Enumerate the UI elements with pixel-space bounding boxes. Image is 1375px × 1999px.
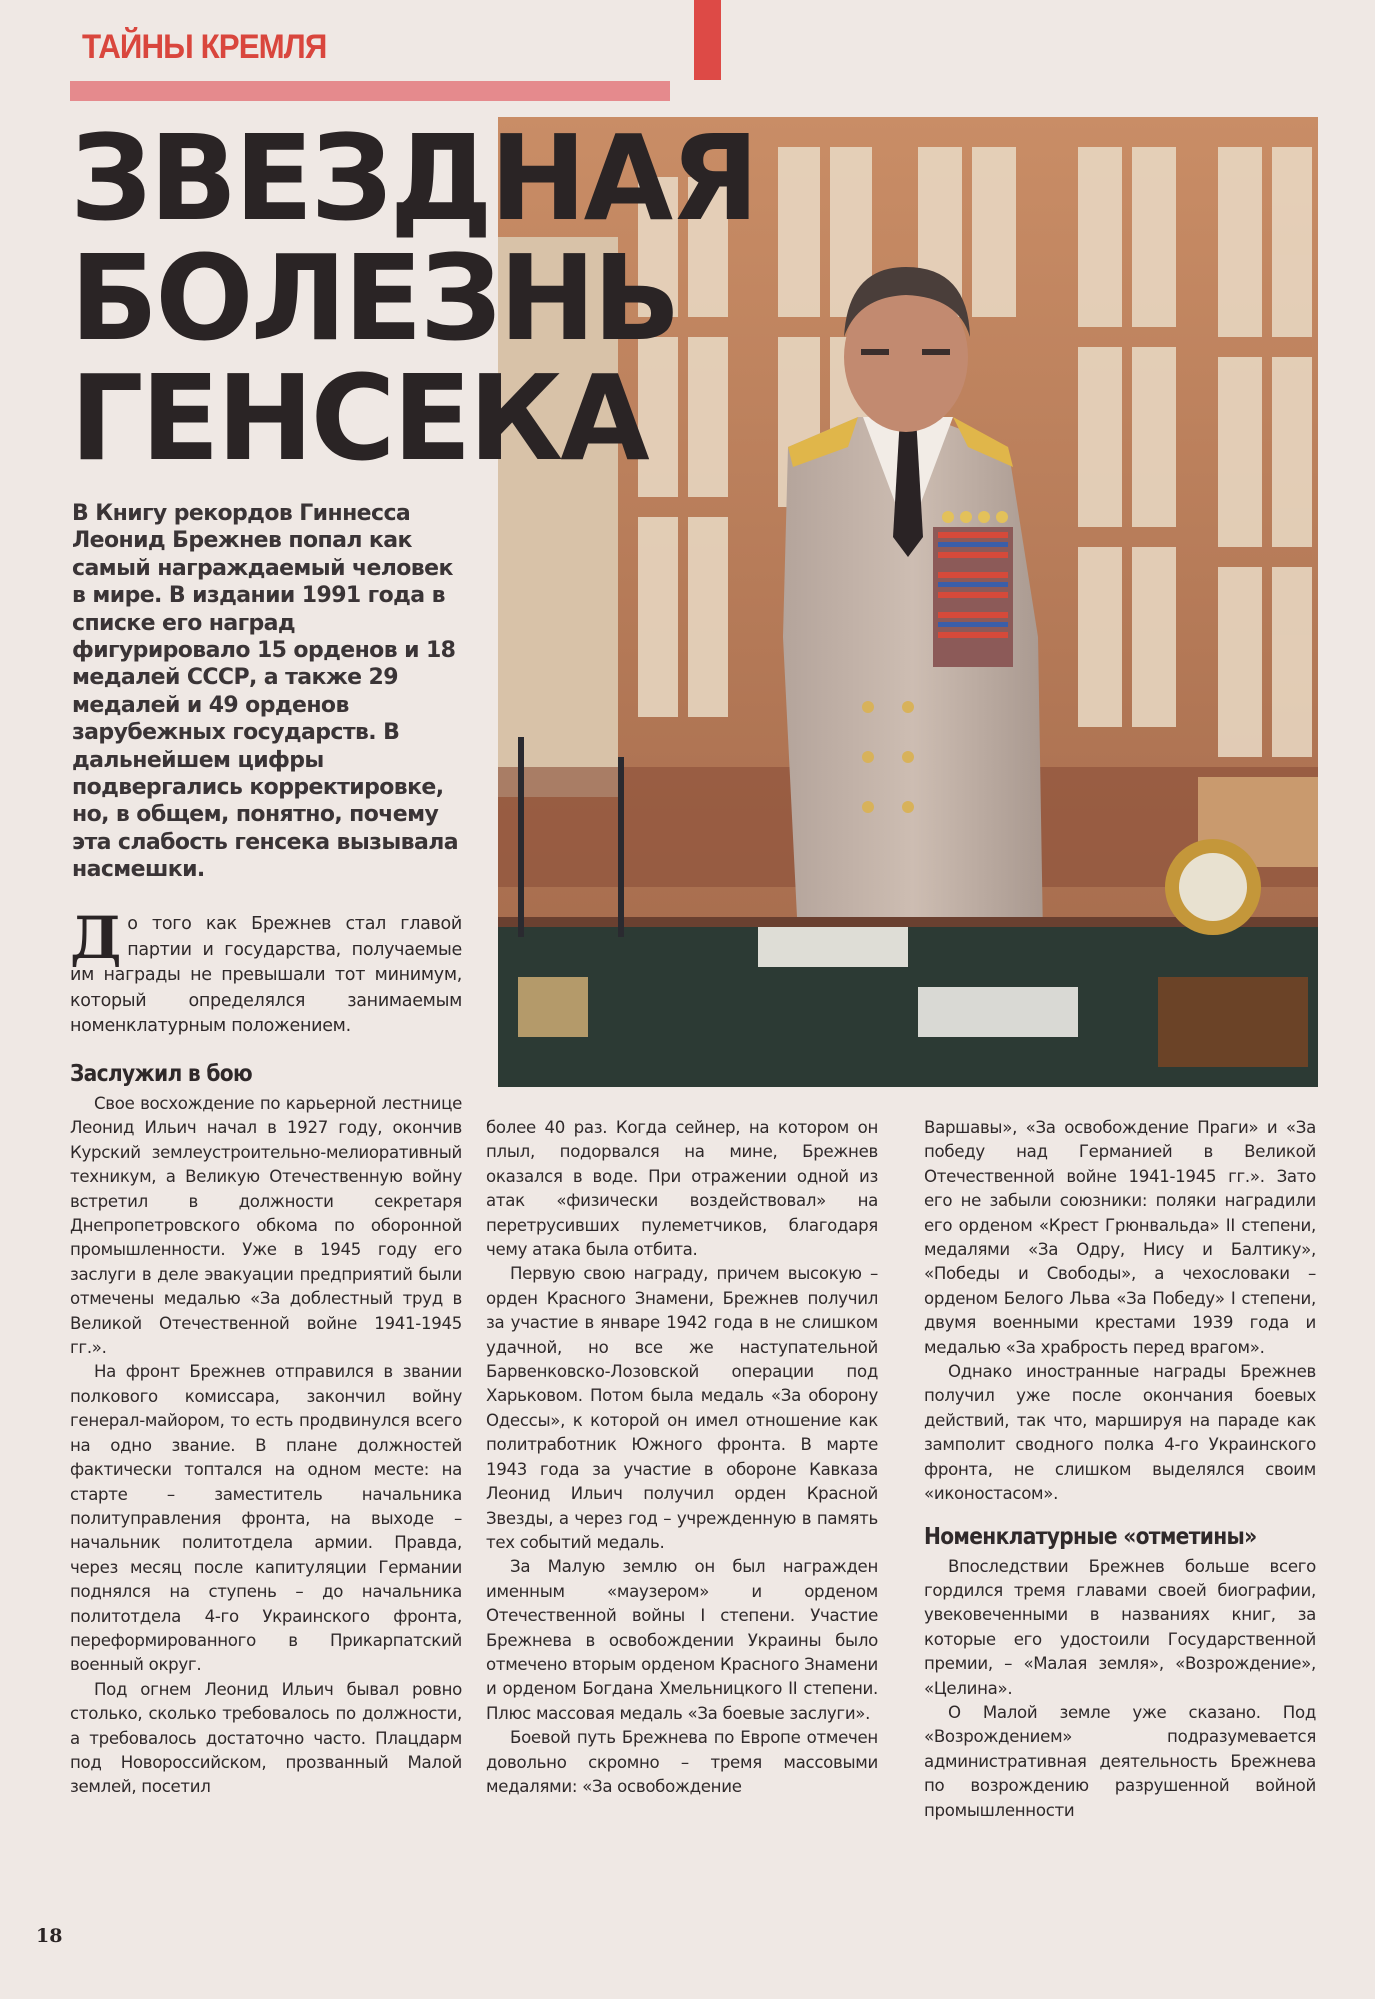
headline-line: БОЛЕЗНЬ bbox=[70, 229, 678, 367]
article-lead: В Книгу рекордов Гиннесса Леонид Брежнев попал как самый награждаемый человек в мире. В издании 1991 года в списке его наград фигурировало 15 орденов и 18 медалей СССР, а также 29 медалей и 49 орденов зарубежных государств. В дальнейшем цифры подвергались корректировке, но, в общем, понятно, почему эта слабость генсека вызывала насмешки. bbox=[72, 501, 458, 883]
intro-text: о того как Брежнев стал главой партии и государства, получаемые им награды не превышали тот минимум, который определялся занимаемым номенклатурным положением. bbox=[70, 914, 462, 1037]
body-paragraph: Под огнем Леонид Ильич бывал ровно столько, сколько требовалось по должности, а требовалось достаточно часто. Плацдарм под Новороссийском, прозванный Малой землей, посетил bbox=[70, 1679, 462, 1797]
rubric-underline bbox=[70, 81, 670, 101]
drop-cap: Д bbox=[70, 904, 122, 972]
body-paragraph: более 40 раз. Когда сейнер, на котором он плыл, подорвался на мине, Брежнев оказался в воде. При отражении одной из атак «физически воздействовал» на перетрусивших пулеметчиков, благодаря чему атака была отбита. bbox=[486, 1118, 878, 1260]
body-paragraph: Боевой путь Брежнева по Европе отмечен довольно скромно – тремя массовыми медалями: «За освобождение bbox=[486, 1728, 878, 1796]
column-1 bbox=[70, 1058, 462, 1800]
section-heading: Заслужил в бою bbox=[70, 1061, 252, 1087]
body-paragraph: Однако иностранные награды Брежнев получил уже после окончания боевых действий, так что, маршируя на параде как замполит сводного полка 4-го Украинского фронта, не слишком выделялся своим «иконостасом». bbox=[924, 1362, 1316, 1504]
column-2 bbox=[486, 1116, 878, 1799]
body-paragraph: Первую свою награду, причем высокую – орден Красного Знамени, Брежнев получил за участие в январе 1942 года в не слишком удачной, но все же наступательной Барвенковско-Лозовской операции под Харьковом. Потом была медаль «За оборону Одессы», к которой он имел отношение как политработник Южного фронта. В марте 1943 года за участие в обороне Кавказа Леонид Ильич получил орден Красной Звезды, а через год – учрежденную в память тех событий медаль. bbox=[486, 1264, 878, 1552]
headline-line: ГЕНСЕКА bbox=[70, 349, 647, 487]
body-paragraph: О Малой земле уже сказано. Под «Возрождением» подразумевается административная деятельность Брежнева по возрождению разрушенной войной промышленности bbox=[924, 1702, 1316, 1820]
body-paragraph: Впоследствии Брежнев больше всего гордился тремя главами своей биографии, увековеченными в названиях книг, за которые его удостоили Государственной премии, – «Малая земля», «Возрождение», «Целина». bbox=[924, 1556, 1316, 1698]
body-paragraph: За Малую землю он был награжден именным «маузером» и орденом Отечественной войны I степени. Участие Брежнева в освобождении Украины было отмечено вторым орденом Красного Знамени и орденом Богдана Хмельницкого II степени. Плюс массовая медаль «За боевые заслуги». bbox=[486, 1557, 878, 1723]
intro-paragraph bbox=[70, 904, 462, 1040]
section-heading: Номенклатурные «отметины» bbox=[924, 1523, 1257, 1550]
rubric-title: ТАЙНЫ КРЕМЛЯ bbox=[82, 28, 327, 66]
article-headline bbox=[70, 109, 757, 487]
headline-line: ЗВЕЗДНАЯ bbox=[70, 109, 757, 247]
page-number: 18 bbox=[36, 1925, 63, 1947]
body-paragraph: Свое восхождение по карьерной лестнице Леонид Ильич начал в 1927 году, окончив Курский землеустроительно-мелиоративный техникум, а Великую Отечественную войну встретил в должности секретаря Днепропетровского обкома по оборонной промышленности. Уже в 1945 году его заслуги в деле эвакуации предприятий были отмечены медалью «За доблестный труд в Великой Отечественной войне 1941-1945 гг.». bbox=[70, 1094, 462, 1358]
body-paragraph: Варшавы», «За освобождение Праги» и «За победу над Германией в Великой Отечественной войне 1941-1945 гг.». Зато его не забыли союзники: поляки наградили его орденом «Крест Грюнвальда» II степени, медалями «За Одру, Нису и Балтику», «Победы и Свободы», а чехословаки – орденом Белого Льва «За Победу» I степени, двумя военными крестами 1939 года и медалью «За храбрость перед врагом». bbox=[924, 1118, 1316, 1357]
column-3 bbox=[924, 1116, 1316, 1823]
body-paragraph: На фронт Брежнев отправился в звании полкового комиссара, закончил войну генерал-майором, то есть продвинулся всего на одно звание. В плане должностей фактически топтался на одном месте: на старте – заместитель начальника политуправления фронта, на выходе – начальник политотдела армии. Правда, через месяц после капитуляции Германии поднялся на ступень – до начальника политотдела 4-го Украинского фронта, переформированного в Прикарпатский военный округ. bbox=[70, 1362, 462, 1675]
section-marker bbox=[694, 0, 721, 80]
